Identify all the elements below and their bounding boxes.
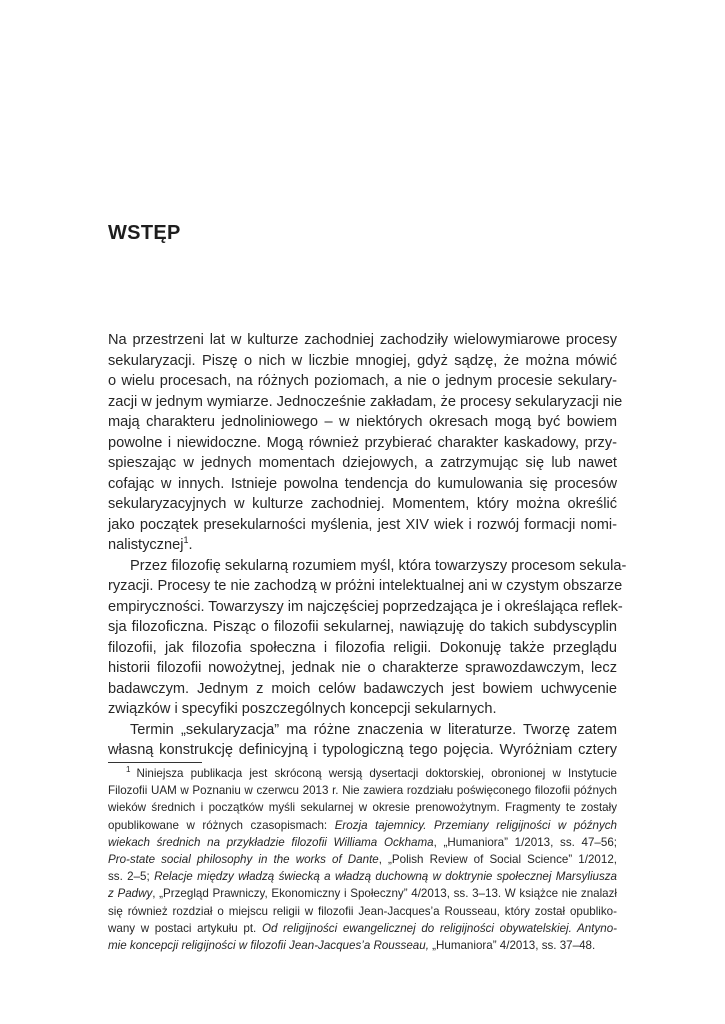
body-line: sja filozoficzna. Pisząc o filozofii sekularnej, nawiązuję do takich subdyscyplin — [108, 619, 617, 635]
footnote — [108, 765, 617, 954]
body-line: powolne i niewidoczne. Mogą również przybierać charakter kaskadowy, przy- — [108, 434, 617, 451]
body-line: mają charakteru jednoliniowego – w niektórych okresach mogą być bowiem — [108, 414, 617, 430]
body-line: Na przestrzeni lat w kulturze zachodniej zachodziły wielowymiarowe procesy — [108, 332, 617, 348]
body-line: o wielu procesach, na różnych poziomach, a nie o jednym procesie sekulary- — [108, 373, 617, 389]
body-text — [108, 330, 627, 761]
footnote-line: z Padwy, „Przegląd Prawniczy, Ekonomiczny i Społeczny” 4/2013, ss. 3–13. W książce nie znalazł — [108, 887, 617, 901]
footnote-line: wany w postaci artykułu pt. Od religijności ewangelicznej do religijności obywatelskiej. Antyno- — [108, 921, 618, 935]
body-line: jako początek presekularności myślenia, jest XIV wiek i rozwój formacji nomi- — [108, 516, 617, 533]
body-line: cofając w innych. Istnieje powolna tendencja do kumulowania się procesów — [108, 475, 617, 492]
body-line: spieszając w jednych momentach dziejowych, a zatrzymując się lub nawet — [108, 455, 617, 471]
footnote-line: $^1$ Niniejsza publikacja jest skróconą wersją dysertacji doktorskiej, obronionej w Instytucie — [126, 765, 617, 780]
footnote-separator — [108, 762, 202, 763]
footnote-ref: 1 — [183, 535, 189, 546]
body-line: Termin „sekularyzacja” ma różne znaczenia w literaturze. Tworzę zatem — [130, 721, 617, 738]
footnote-line: opublikowane w różnych czasopismach: Erozja tajemnicy. Przemiany religijności w późnych — [108, 818, 617, 832]
body-line: historii filozofii nowożytnej, jednak nie o charakterze sprawozdawczym, lecz — [108, 660, 617, 676]
body-line: badawczym. Jednym z moich celów badawczych jest bowiem uchwycenie — [108, 680, 617, 697]
footnote-line: Filozofii UAM w Poznaniu w czerwcu 2013 r. Nie zawiera rozdziału poświęconego filozofii późnych — [108, 784, 617, 798]
body-line: własną konstrukcję definicyjną i typologiczną tego pojęcia. Wyróżniam cztery — [108, 742, 617, 758]
body-line: sekularyzacji. Piszę o nich w liczbie mnogiej, gdyż sądzę, że można mówić — [108, 352, 617, 369]
footnote-line: wiekach średnich na przykładzie filozofii Williama Ockhama, „Humaniora” 1/2013, ss. 47–56; — [108, 835, 618, 849]
body-line: Przez filozofię sekularną rozumiem myśl, która towarzyszy procesom sekula- — [130, 557, 627, 574]
footnote-number: 1 — [126, 765, 131, 775]
body-line: ryzacji. Procesy te nie zachodzą w próżni intelektualnej ani w czystym obszarze — [108, 578, 623, 594]
body-line: empiryczności. Towarzyszy im najczęściej poprzedzająca je i określająca reflek- — [108, 598, 623, 615]
footnote-line: ss. 2–5; Relacje między władzą świecką a władzą duchowną w doktrynie społecznej Marsyliusza — [108, 870, 618, 884]
body-line: sekularyzacyjnych w kulturze zachodniej. Momentem, który można określić — [108, 496, 617, 512]
footnote-line: się również rozdział o miejscu religii w filozofii Jean-Jacques’a Rousseau, który został opubliko- — [108, 904, 617, 918]
body-line: nalistycznej$^1$. — [108, 535, 193, 553]
footnote-line: wieków średnich i początków myśli sekularnej w okresie prenowożytnym. Fragmenty te zostały — [108, 801, 617, 815]
chapter-heading: WSTĘP — [108, 222, 181, 244]
footnote-line: mie koncepcji religijności w filozofii Jean-Jacques’a Rousseau, „Humaniora” 4/2013, ss. 37–48. — [108, 938, 596, 952]
body-line: związków i specyfiki poszczególnych koncepcji sekularnych. — [108, 701, 497, 717]
body-line: filozofii, jak filozofia społeczna i filozofia religii. Dokonuję także przeglądu — [108, 639, 617, 656]
body-line: zacji w jednym wymiarze. Jednocześnie zakładam, że procesy sekularyzacji nie — [108, 393, 623, 410]
footnote-line: Pro-state social philosophy in the works of Dante, „Polish Review of Social Science” 1/2012, — [108, 852, 617, 866]
